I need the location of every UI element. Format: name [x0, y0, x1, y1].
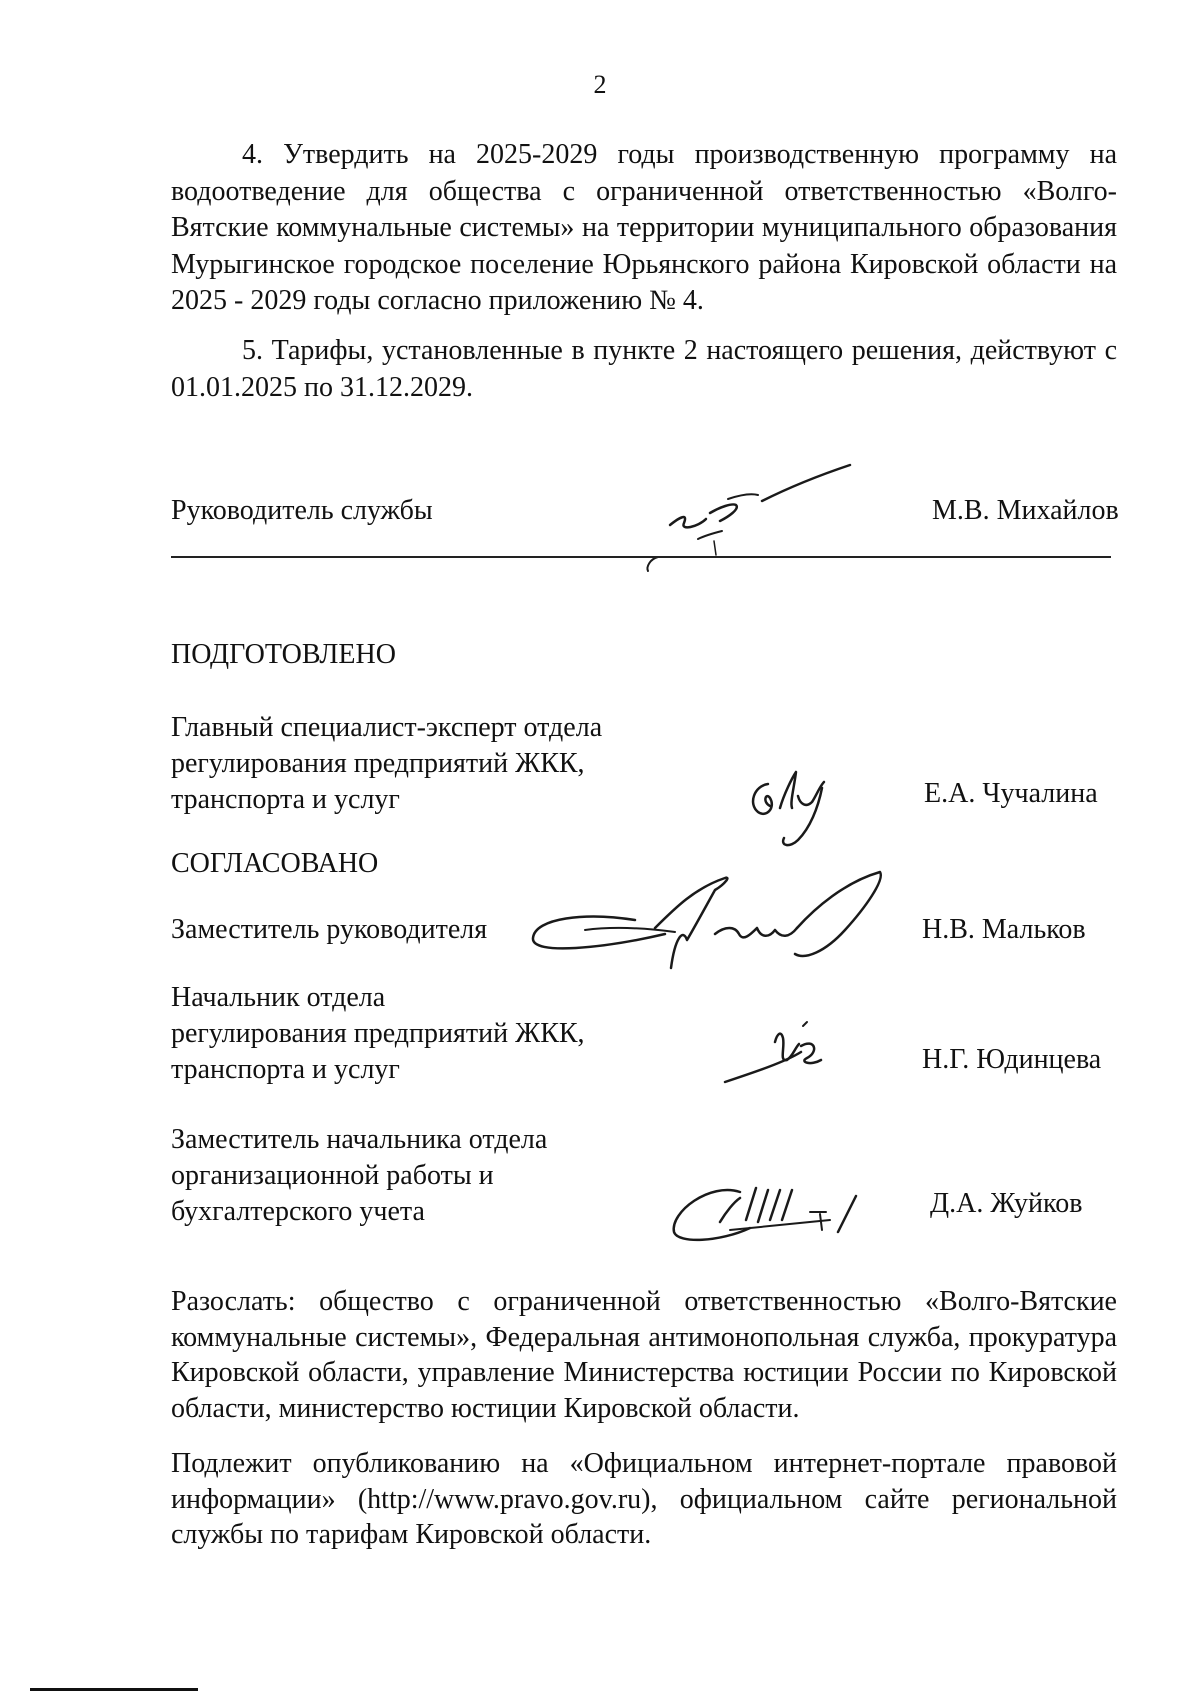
agreed-heading: СОГЛАСОВАНО — [171, 848, 379, 879]
page-edge-mark — [30, 1688, 198, 1691]
signer-name: Н.Г. Юдинцева — [922, 1044, 1102, 1075]
signer-signature — [525, 868, 905, 988]
signer-position: Заместитель начальника отдела организационной работы и бухгалтерского учета — [171, 1124, 548, 1227]
signer-name: Н.В. Мальков — [922, 914, 1086, 945]
head-name: М.В. Михайлов — [932, 495, 1119, 526]
signer-position: Начальник отдела регулирования предприятий ЖКК, транспорта и услуг — [171, 982, 585, 1085]
clause-4: 4. Утвердить на 2025-2029 годы производственную программу на водоотведение для общества с ограниченной ответственностью «Волго-Вятские коммунальные системы» на территории муниципального образования Мурыгинское городское поселение Юрьянского района Кировской области на 2025 - 2029 годы согласно приложению № 4. — [171, 139, 1117, 316]
clause-5: 5. Тарифы, установленные в пункте 2 настоящего решения, действуют с 01.01.2025 по 31.12.2029. — [171, 335, 1117, 403]
head-title: Руководитель службы — [171, 495, 433, 526]
signer-signature — [715, 1012, 855, 1092]
page-number: 2 — [593, 70, 607, 99]
prepared-heading: ПОДГОТОВЛЕНО — [171, 639, 396, 670]
signature-divider — [171, 556, 1111, 558]
prepared-position: Главный специалист-эксперт отдела регулирования предприятий ЖКК, транспорта и услуг — [171, 712, 603, 815]
prepared-signature — [740, 768, 850, 868]
signer-name: Д.А. Жуйков — [930, 1188, 1083, 1219]
prepared-name: Е.А. Чучалина — [924, 778, 1098, 809]
signer-signature — [660, 1172, 880, 1252]
head-signature — [640, 455, 860, 585]
publication-note: Подлежит опубликованию на «Официальном интернет-портале правовой информации» (http://www.pravo.gov.ru), официальном сайте региональной службы по тарифам Кировской области. — [171, 1448, 1117, 1550]
distribution-list: Разослать: общество с ограниченной ответственностью «Волго-Вятские коммунальные системы», Федеральная антимонопольная служба, прокуратура Кировской области, управление Министерства юстиции России по Кировской области, министерство юстиции Кировской области. — [171, 1286, 1117, 1424]
signer-position: Заместитель руководителя — [171, 914, 488, 945]
